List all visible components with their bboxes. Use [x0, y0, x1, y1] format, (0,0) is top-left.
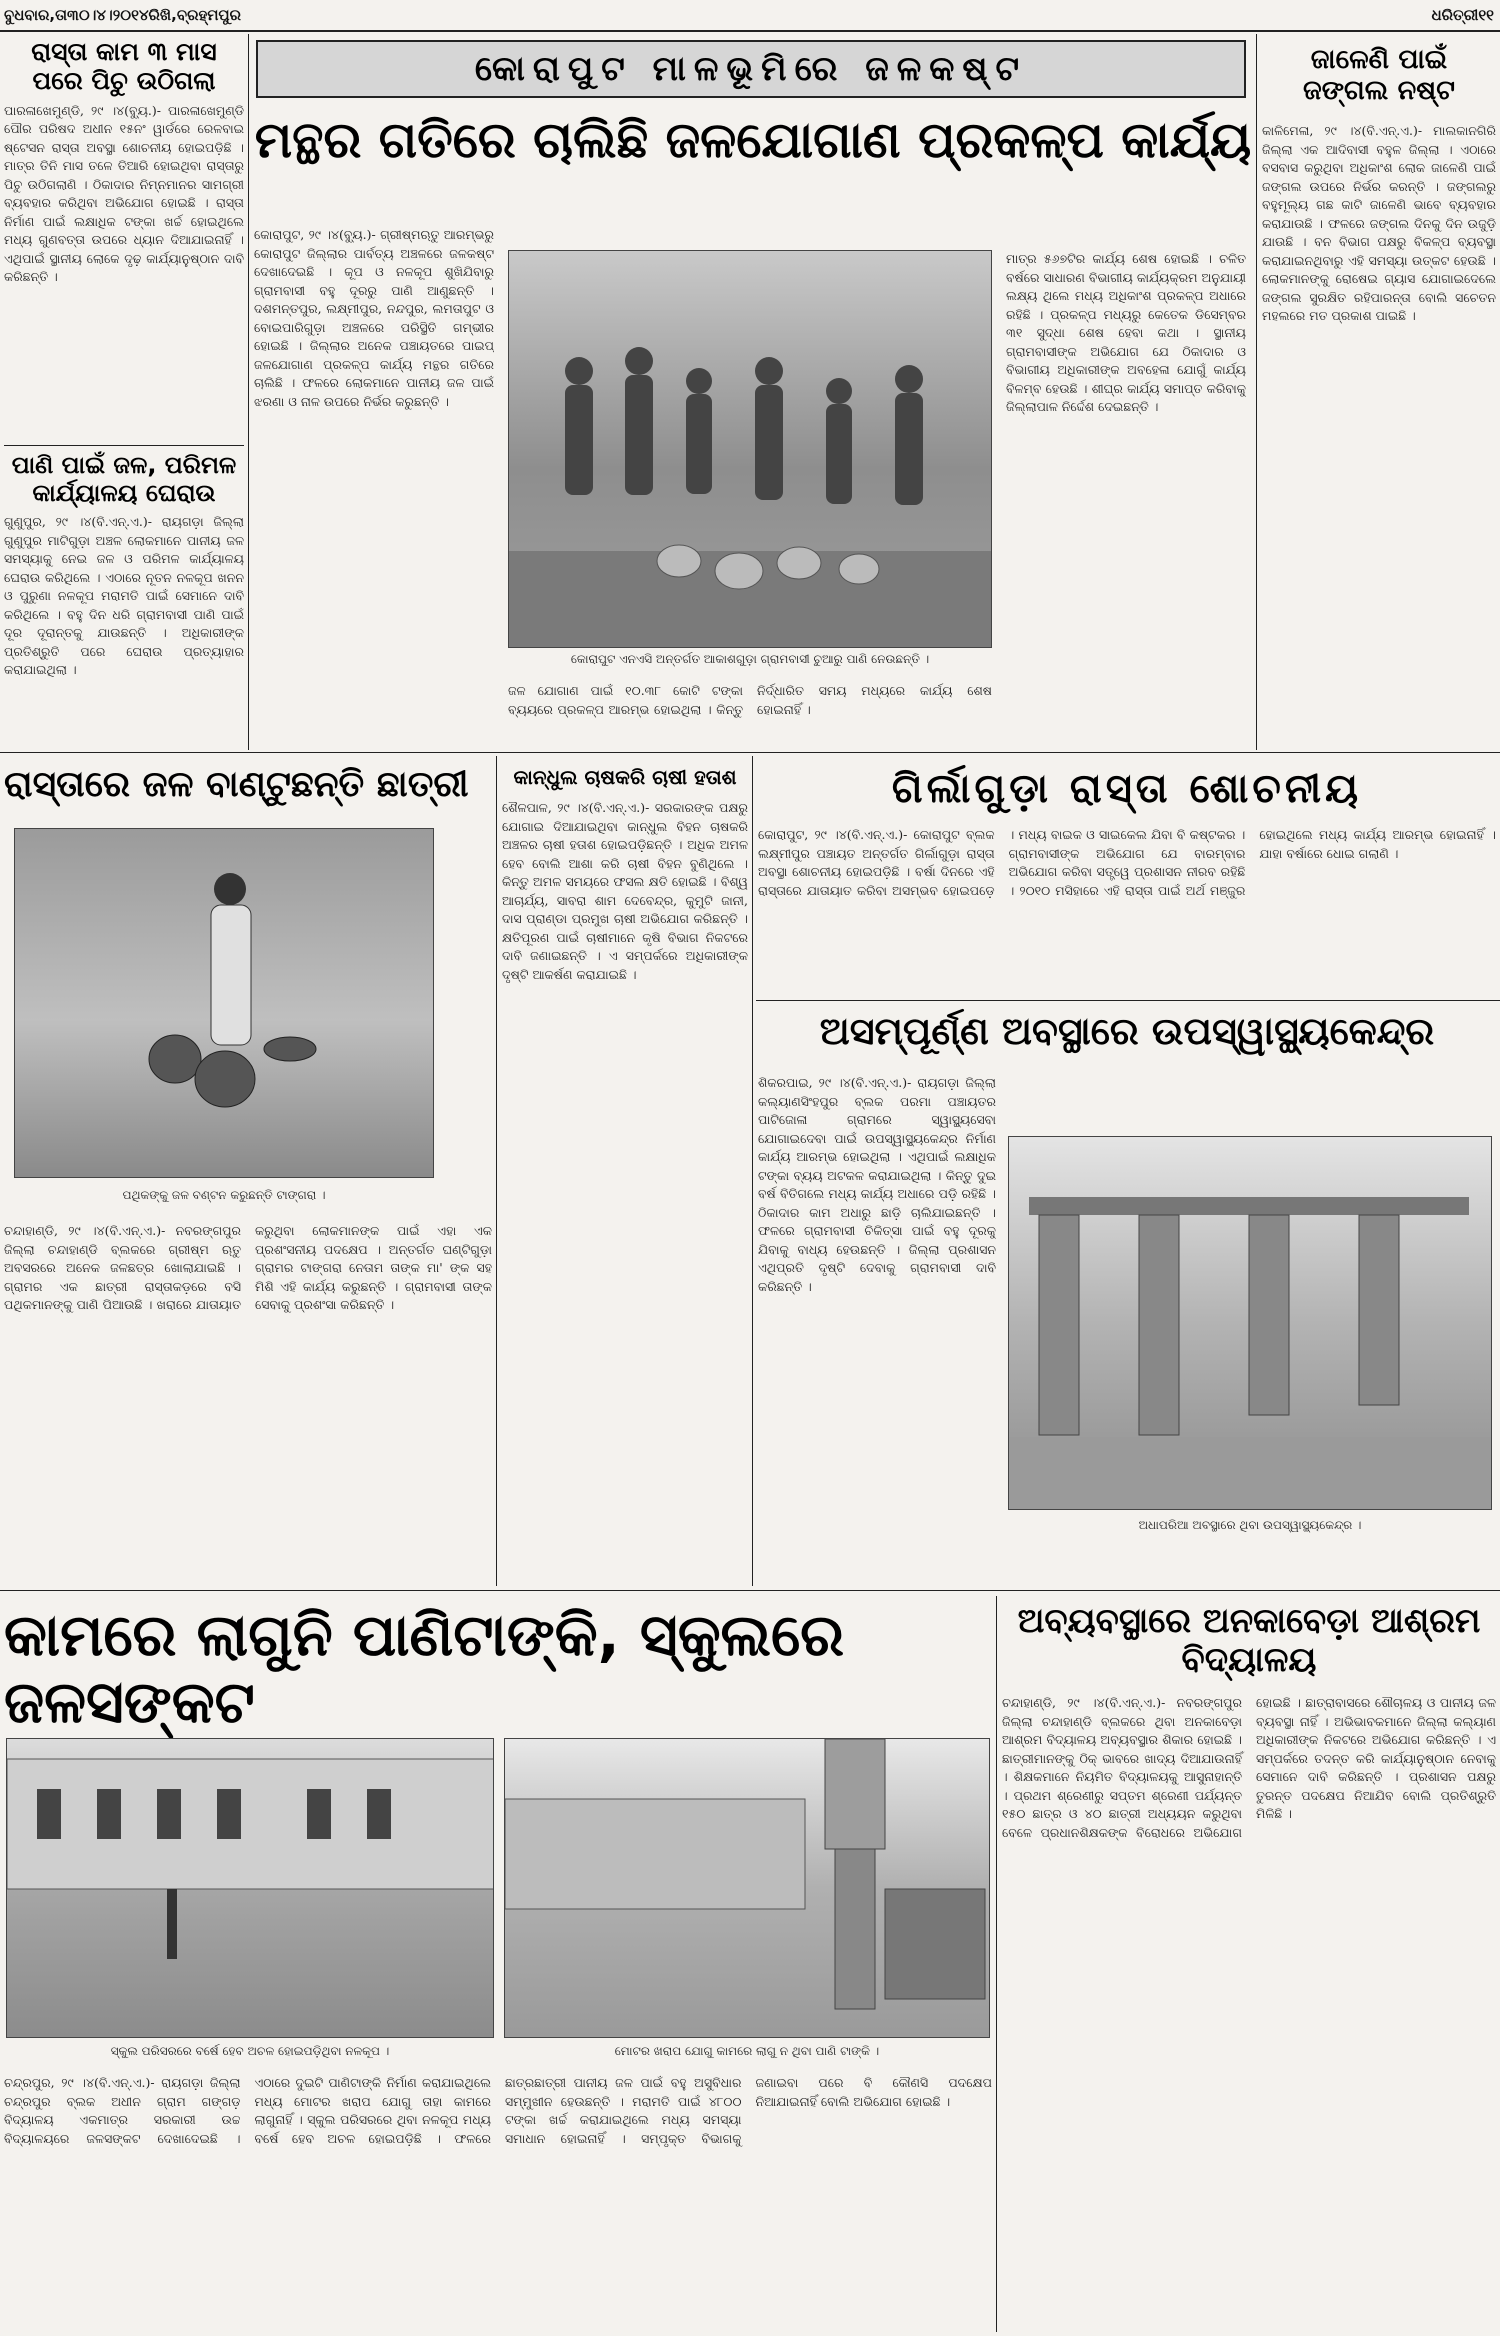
article-girlaguda-road [758, 760, 1496, 998]
headline: କାନ୍ଧୁଲ ଚାଷକରି ଚାଷୀ ହତାଶ [513, 765, 737, 789]
article-koraput-water [254, 36, 1252, 750]
tubewell-photo [6, 1738, 494, 2038]
article-water-office [4, 450, 244, 748]
photo-caption-left: ସ୍କୁଲ ପରିସରରେ ବର୍ଷେ ହେବ ଅଚଳ ହୋଇପଡ଼ିଥିବା ନଳକୂପ । [110, 2044, 390, 2058]
article-forest-fuel [1262, 36, 1496, 750]
divider [248, 34, 249, 750]
article-body: ଚନ୍ଦାହାଣ୍ଡି, ୨୯ ।୪(ବି.ଏନ୍.ଏ.)- ନବରଙ୍ଗପୁର ଜିଲ୍ଲା ଚନ୍ଦାହାଣ୍ଡି ବ୍ଲକରେ ଥିବା ଅନକାବେଡ଼ା ଆଶ୍ରମ ବିଦ୍ୟାଳୟ ଅବ୍ୟବସ୍ଥାର ଶିକାର ହୋଇଛି । ଛାତ୍ରୀମାନଙ୍କୁ ଠିକ୍ ଭାବରେ ଖାଦ୍ୟ ଦିଆଯାଉନାହିଁ । ଶିକ୍ଷକମାନେ ନିୟମିତ ବିଦ୍ୟାଳୟକୁ ଆସୁନାହାନ୍ତି । ପ୍ରଥମ ଶ୍ରେଣୀରୁ ସପ୍ତମ ଶ୍ରେଣୀ ପର୍ଯ୍ୟନ୍ତ ୧୫୦ ଛାତ୍ର ଓ ୪୦ ଛାତ୍ରୀ ଅଧ୍ୟୟନ କରୁଥିବା ବେଳେ ପ୍ରଧାନଶିକ୍ଷକଙ୍କ ବିରୋଧରେ ଅଭିଯୋଗ ହୋଇଛି । ଛାତ୍ରାବାସରେ ଶୌଚାଳୟ ଓ ପାନୀୟ ଜଳ ବ୍ୟବସ୍ଥା ନାହିଁ । ଅଭିଭାବକମାନେ ଜିଲ୍ଲା କଲ୍ୟାଣ ଅଧିକାରୀଙ୍କ ନିକଟରେ ଅଭିଯୋଗ କରିଛନ୍ତି । ଏ ସମ୍ପର୍କରେ ତଦନ୍ତ କରି କାର୍ଯ୍ୟାନୁଷ୍ଠାନ ନେବାକୁ ସେମାନେ ଦାବି କରିଛନ୍ତି । ପ୍ରଶାସନ ପକ୍ଷରୁ ତୁରନ୍ତ ପଦକ୍ଷେପ ନିଆଯିବ ବୋଲି ପ୍ରତିଶ୍ରୁତି ମିଳିଛି । [1002, 1695, 1496, 1840]
headline: ଗିର୍ଲାଗୁଡ଼ା ରାସ୍ତା ଶୋଚନୀୟ [891, 766, 1363, 812]
article-girl-water [4, 760, 492, 1586]
water-collection-photo [508, 250, 992, 648]
divider [752, 756, 753, 1586]
article-health-centre [758, 1004, 1496, 1586]
divider [496, 756, 497, 1586]
health-centre-photo [1008, 1136, 1492, 1510]
divider [0, 752, 1500, 753]
masthead [0, 0, 1500, 32]
article-body: ଶିକରପାଇ, ୨୯ ।୪(ବି.ଏନ୍.ଏ.)- ରାୟଗଡ଼ା ଜିଲ୍ଲା କଲ୍ୟାଣସିଂହପୁର ବ୍ଲକ ପରମା ପଞ୍ଚାୟତର ପାଟିଜୋଳା ଗ୍ରାମରେ ସ୍ୱାସ୍ଥ୍ୟସେବା ଯୋଗାଇଦେବା ପାଇଁ ଉପସ୍ୱାସ୍ଥ୍ୟକେନ୍ଦ୍ର ନିର୍ମାଣ କାର୍ଯ୍ୟ ଆରମ୍ଭ ହୋଇଥିଲା । ଏଥିପାଇଁ ଲକ୍ଷାଧିକ ଟଙ୍କା ବ୍ୟୟ ଅଟକଳ କରାଯାଇଥିଲା । କିନ୍ତୁ ଦୁଇ ବର୍ଷ ବିତିଗଲେ ମଧ୍ୟ କାର୍ଯ୍ୟ ଅଧାରେ ପଡ଼ି ରହିଛି । ଠିକାଦାର କାମ ଅଧାରୁ ଛାଡ଼ି ଚାଲିଯାଇଛନ୍ତି । ଫଳରେ ଗ୍ରାମବାସୀ ଚିକିତ୍ସା ପାଇଁ ବହୁ ଦୂରକୁ ଯିବାକୁ ବାଧ୍ୟ ହେଉଛନ୍ତି । ଜିଲ୍ଲା ପ୍ରଶାସନ ଏଥିପ୍ରତି ଦୃଷ୍ଟି ଦେବାକୁ ଗ୍ରାମବାସୀ ଦାବି କରିଛନ୍ତି । [758, 1075, 996, 1294]
building-icon [1009, 1137, 1492, 1510]
girl-photo [14, 828, 434, 1178]
school-building-icon [7, 1739, 494, 2038]
headline: ରାସ୍ତାରେ ଜଳ ବାଣ୍ଟୁଛନ୍ତି ଛାତ୍ରୀ [4, 764, 469, 805]
masthead-rule [0, 30, 1500, 32]
headline: ରାସ୍ତା କାମ ୩ ମାସ ପରେ ପିଚୁ ଉଠିଗଲା [31, 37, 217, 95]
divider [1256, 34, 1257, 750]
article-body: ଚନ୍ଦ୍ରପୁର, ୨୯ ।୪(ବି.ଏନ୍.ଏ.)- ରାୟଗଡ଼ା ଜିଲ୍ଲା ଚନ୍ଦ୍ରପୁର ବ୍ଲକ ଅଧୀନ ଗ୍ରାମ ଗଙ୍ଗଡ଼ ବିଦ୍ୟାଳୟ ଏକମାତ୍ର ସରକାରୀ ଉଚ୍ଚ ବିଦ୍ୟାଳୟରେ ଜଳସଙ୍କଟ ଦେଖାଦେଇଛି । ଏଠାରେ ଦୁଇଟି ପାଣିଟାଙ୍କି ନିର୍ମାଣ କରାଯାଇଥିଲେ ମଧ୍ୟ ମୋଟର ଖରାପ ଯୋଗୁ ତାହା କାମରେ ଲାଗୁନାହିଁ । ସ୍କୁଲ ପରିସରରେ ଥିବା ନଳକୂପ ମଧ୍ୟ ବର୍ଷେ ହେବ ଅଚଳ ହୋଇପଡ଼ିଛି । ଫଳରେ ଛାତ୍ରଛାତ୍ରୀ ପାନୀୟ ଜଳ ପାଇଁ ବହୁ ଅସୁବିଧାର ସମ୍ମୁଖୀନ ହେଉଛନ୍ତି । ମରାମତି ପାଇଁ ୪୮୦୦ ଟଙ୍କା ଖର୍ଚ୍ଚ କରାଯାଇଥିଲେ ମଧ୍ୟ ସମସ୍ୟା ସମାଧାନ ହୋଇନାହିଁ । ସମ୍ପୃକ୍ତ ବିଭାଗକୁ ଜଣାଇବା ପରେ ବି କୌଣସି ପଦକ୍ଷେପ ନିଆଯାଇନାହିଁ ବୋଲି ଅଭିଯୋଗ ହୋଇଛି । [4, 2075, 992, 2146]
article-body: ଗୁଣୁପୁର, ୨୯ ।୪(ବି.ଏନ୍.ଏ.)- ରାୟଗଡ଼ା ଜିଲ୍ଲା ଗୁଣୁପୁର ମାଟିଗୁଡ଼ା ଅଞ୍ଚଳ ଲୋକମାନେ ପାନୀୟ ଜଳ ସମସ୍ୟାକୁ ନେଇ ଜଳ ଓ ପରିମଳ କାର୍ଯ୍ୟାଳୟ ଘେରାଉ କରିଥିଲେ । ଏଠାରେ ନୂତନ ନଳକୂପ ଖନନ ଓ ପୁରୁଣା ନଳକୂପ ମରାମତି ପାଇଁ ସେମାନେ ଦାବି କରିଥିଲେ । ବହୁ ଦିନ ଧରି ଗ୍ରାମବାସୀ ପାଣି ପାଇଁ ଦୂର ଦୂରାନ୍ତକୁ ଯାଉଛନ୍ତି । ଅଧିକାରୀଙ୍କ ପ୍ରତିଶ୍ରୁତି ପରେ ଘେରାଉ ପ୍ରତ୍ୟାହାର କରାଯାଇଥିଲା । [4, 514, 244, 678]
banner: କୋରାପୁଟ ମାଳଭୂମିରେ ଜଳକଷ୍ଟ [256, 40, 1246, 98]
article-farmer [502, 760, 748, 1586]
masthead-date: ବୁଧବାର,ତା୩୦।୪।୨୦୧୪ରିଖି,ବ୍ରହ୍ମପୁର [4, 6, 241, 24]
article-ashram-school [1002, 1596, 1496, 2332]
water-tank-icon [505, 1739, 990, 2038]
article-body: ଚନ୍ଦାହାଣ୍ଡି, ୨୯ ।୪(ବି.ଏନ୍.ଏ.)- ନବରଙ୍ଗପୁର ଜିଲ୍ଲା ଚନ୍ଦାହାଣ୍ଡି ବ୍ଲକରେ ଗ୍ରୀଷ୍ମ ଋତୁ ଅବସରରେ ଅନେକ ଜଳଛତ୍ର ଖୋଲାଯାଇଛି । ଗ୍ରାମର ଏକ ଛାତ୍ରୀ ରାସ୍ତାକଡ଼ରେ ବସି ପଥିକମାନଙ୍କୁ ପାଣି ପିଆଉଛି । ଖରାରେ ଯାତାୟାତ କରୁଥିବା ଲୋକମାନଙ୍କ ପାଇଁ ଏହା ଏକ ପ୍ରଶଂସନୀୟ ପଦକ୍ଷେପ । ଅନ୍ତର୍ଗତ ଘଣ୍ଟିଗୁଡ଼ା ଗ୍ରାମର ଟାଙ୍ଗରା ନେତାମ ତାଙ୍କ ମା' ଙ୍କ ସହ ମିଶି ଏହି କାର୍ଯ୍ୟ କରୁଛନ୍ତି । ଗ୍ରାମବାସୀ ତାଙ୍କ ସେବାକୁ ପ୍ରଶଂସା କରିଛନ୍ତି । [4, 1223, 492, 1312]
divider [0, 1590, 1500, 1591]
article-body: କୋରାପୁଟ, ୨୯ ।୪(ବି.ଏନ୍.ଏ.)- କୋରାପୁଟ ବ୍ଲକ ଲକ୍ଷ୍ମୀପୁର ପଞ୍ଚାୟତ ଅନ୍ତର୍ଗତ ଗିର୍ଲାଗୁଡ଼ା ରାସ୍ତା ଅବସ୍ଥା ଶୋଚନୀୟ ହୋଇପଡ଼ିଛି । ବର୍ଷା ଦିନରେ ଏହି ରାସ୍ତାରେ ଯାତାୟାତ କରିବା ଅସମ୍ଭବ ହୋଇପଡ଼େ । ମଧ୍ୟ ବାଇକ ଓ ସାଇକେଲ ଯିବା ବି କଷ୍ଟକର । ଗ୍ରାମବାସୀଙ୍କ ଅଭିଯୋଗ ଯେ ବାରମ୍ବାର ଅଭିଯୋଗ କରିବା ସତ୍ତ୍ୱେ ପ୍ରଶାସନ ନୀରବ ରହିଛି । ୨୦୧୦ ମସିହାରେ ଏହି ରାସ୍ତା ପାଇଁ ଅର୍ଥ ମଞ୍ଜୁର ହୋଇଥିଲେ ମଧ୍ୟ କାର୍ଯ୍ୟ ଆରମ୍ଭ ହୋଇନାହିଁ । ଯାହା ବର୍ଷାରେ ଧୋଇ ଗଲାଣି । [758, 827, 1496, 898]
article-body-mid: ଜଳ ଯୋଗାଣ ପାଇଁ ୧୦.୩୮ କୋଟି ଟଙ୍କା ବ୍ୟୟରେ ପ୍ରକଳ୍ପ ଆରମ୍ଭ ହୋଇଥିଲା । କିନ୍ତୁ ନିର୍ଦ୍ଧାରିତ ସମୟ ମଧ୍ୟରେ କାର୍ଯ୍ୟ ଶେଷ ହୋଇନାହିଁ । [508, 683, 992, 717]
article-body-right: ମାତ୍ର ୫୬୭ଟିର କାର୍ଯ୍ୟ ଶେଷ ହୋଇଛି । ଚଳିତ ବର୍ଷରେ ସାଧାରଣ ବିଭାଗୀୟ କାର୍ଯ୍ୟକ୍ରମ ଅନୁଯାୟୀ ଲକ୍ଷ୍ୟ ଥିଲେ ମଧ୍ୟ ଅଧିକାଂଶ ପ୍ରକଳ୍ପ ଅଧାରେ ରହିଛି । ପ୍ରକଳ୍ପ ମଧ୍ୟରୁ କେତେକ ଡିସେମ୍ବର ୩୧ ସୁଦ୍ଧା ଶେଷ ହେବା କଥା । ସ୍ଥାନୀୟ ଗ୍ରାମବାସୀଙ୍କ ଅଭିଯୋଗ ଯେ ଠିକାଦାର ଓ ବିଭାଗୀୟ ଅଧିକାରୀଙ୍କ ଅବହେଳା ଯୋଗୁଁ କାର୍ଯ୍ୟ ବିଳମ୍ବ ହେଉଛି । ଶୀଘ୍ର କାର୍ଯ୍ୟ ସମାପ୍ତ କରିବାକୁ ଜିଲ୍ଲାପାଳ ନିର୍ଦ୍ଦେଶ ଦେଇଛନ୍ତି । [1006, 251, 1246, 414]
article-body: କାଳିମେଳା, ୨୯ ।୪(ବି.ଏନ୍.ଏ.)- ମାଲକାନଗିରି ଜିଲ୍ଲା ଏକ ଆଦିବାସୀ ବହୁଳ ଜିଲ୍ଲା । ଏଠାରେ ବସବାସ କରୁଥିବା ଅଧିକାଂଶ ଲୋକ ଜାଳେଣି ପାଇଁ ଜଙ୍ଗଲ ଉପରେ ନିର୍ଭର କରନ୍ତି । ଜଙ୍ଗଲରୁ ବହୁମୂଲ୍ୟ ଗଛ କାଟି ଜାଳେଣି ଭାବେ ବ୍ୟବହାର କରାଯାଉଛି । ଫଳରେ ଜଙ୍ଗଲ ଦିନକୁ ଦିନ ଉଜୁଡ଼ି ଯାଉଛି । ବନ ବିଭାଗ ପକ୍ଷରୁ ବିକଳ୍ପ ବ୍ୟବସ୍ଥା କରାଯାଇନଥିବାରୁ ଏହି ସମସ୍ୟା ଉତ୍କଟ ହେଉଛି । ଲୋକମାନଙ୍କୁ ରୋଷେଇ ଗ୍ୟାସ ଯୋଗାଇଦେଲେ ଜଙ୍ଗଲ ସୁରକ୍ଷିତ ରହିପାରନ୍ତା ବୋଲି ସଚେତନ ମହଲରେ ମତ ପ୍ରକାଶ ପାଇଛି । [1262, 123, 1496, 324]
headline: ମନ୍ଥର ଗତିରେ ଚାଲିଛି ଜଳଯୋଗାଣ ପ୍ରକଳ୍ପ କାର୍ଯ୍ୟ [254, 111, 1252, 169]
headline: କାମରେ ଲାଗୁନି ପାଣିଟାଙ୍କି, ସ୍କୁଲରେ ଜଳସଙ୍କଟ [4, 1601, 845, 1736]
photo-caption: ଅଧାପରିଆ ଅବସ୍ଥାରେ ଥିବା ଉପସ୍ୱାସ୍ଥ୍ୟକେନ୍ଦ୍ର । [1138, 1518, 1362, 1532]
article-school-water [4, 1596, 992, 2332]
masthead-page: ଧରିତ୍ରୀ୧୧ [1431, 6, 1494, 24]
people-icon [509, 251, 992, 648]
divider [996, 1596, 997, 2332]
article-body: ଶୈଳପାଳ, ୨୯ ।୪(ବି.ଏନ୍.ଏ.)- ସରକାରଙ୍କ ପକ୍ଷରୁ ଯୋଗାଇ ଦିଆଯାଇଥିବା କାନ୍ଧୁଲ ବିହନ ଚାଷକରି ଅଞ୍ଚଳର ଚାଷୀ ହତାଶ ହୋଇପଡ଼ିଛନ୍ତି । ଅଧିକ ଅମଳ ହେବ ବୋଲି ଆଶା କରି ଚାଷୀ ବିହନ ବୁଣିଥିଲେ । କିନ୍ତୁ ଅମଳ ସମୟରେ ଫସଲ କ୍ଷତି ହୋଇଛି । ବିଶ୍ୱ ଆଚାର୍ଯ୍ୟ, ସାବରା ଶାମ ଦେବେନ୍ଦ୍ର, କୁମୁଟି ଜାନୀ, ଦାସ ପ୍ରାଣ୍ଡା ପ୍ରମୁଖ ଚାଷୀ ଅଭିଯୋଗ କରିଛନ୍ତି । କ୍ଷତିପୂରଣ ପାଇଁ ଚାଷୀମାନେ କୃଷି ବିଭାଗ ନିକଟରେ ଦାବି ଜଣାଇଛନ୍ତି । ଏ ସମ୍ପର୍କରେ ଅଧିକାରୀଙ୍କ ଦୃଷ୍ଟି ଆକର୍ଷଣ କରାଯାଇଛି । [502, 800, 748, 982]
pot-icon [15, 829, 434, 1178]
water-tank-photo [504, 1738, 990, 2038]
divider [756, 1000, 1500, 1001]
divider [4, 445, 244, 446]
headline: ଅସମ୍ପୂର୍ଣ୍ଣ ଅବସ୍ଥାରେ ଉପସ୍ୱାସ୍ଥ୍ୟକେନ୍ଦ୍ର [819, 1009, 1435, 1053]
photo-caption: ପଥିକଙ୍କୁ ଜଳ ବଣ୍ଟନ କରୁଛନ୍ତି ଟାଙ୍ଗରା । [122, 1188, 326, 1202]
article-body: ପାରଳାଖେମୁଣ୍ଡି, ୨୯ ।୪(ବ୍ୟୁ.)- ପାରଳାଖେମୁଣ୍ଡି ପୌର ପରିଷଦ ଅଧୀନ ୧୫ନଂ ୱାର୍ଡରେ ରେଳବାଇ ଷ୍ଟେସନ ରାସ୍ତା ଅବସ୍ଥା ଶୋଚନୀୟ ହୋଇପଡ଼ିଛି । ମାତ୍ର ତିନି ମାସ ତଳେ ତିଆରି ହୋଇଥିବା ରାସ୍ତାରୁ ପିଚୁ ଉଠିଗଲାଣି । ଠିକାଦାର ନିମ୍ନମାନର ସାମଗ୍ରୀ ବ୍ୟବହାର କରିଥିବା ଅଭିଯୋଗ ହୋଇଛି । ରାସ୍ତା ନିର୍ମାଣ ପାଇଁ ଲକ୍ଷାଧିକ ଟଙ୍କା ଖର୍ଚ୍ଚ ହୋଇଥିଲେ ମଧ୍ୟ ଗୁଣବତ୍ତା ଉପରେ ଧ୍ୟାନ ଦିଆଯାଇନାହିଁ । ଏଥିପାଇଁ ସ୍ଥାନୀୟ ଲୋକେ ଦୃଢ଼ କାର୍ଯ୍ୟାନୁଷ୍ଠାନ ଦାବି କରିଛନ୍ତି । [4, 102, 244, 284]
headline: ଅବ୍ୟବସ୍ଥାରେ ଅନକାବେଡ଼ା ଆଶ୍ରମ ବିଦ୍ୟାଳୟ [1017, 1601, 1481, 1681]
headline: ପାଣି ପାଇଁ ଜଳ, ପରିମଳ କାର୍ଯ୍ୟାଳୟ ଘେରାଉ [11, 451, 237, 507]
photo-caption: କୋରାପୁଟ ଏନଏସି ଅନ୍ତର୍ଗତ ଆକାଶଗୁଡ଼ା ଗ୍ରାମବାସୀ ଚୁଆରୁ ପାଣି ନେଉଛନ୍ତି । [570, 652, 930, 666]
headline: ଜାଳେଣି ପାଇଁ ଜଙ୍ଗଲ ନଷ୍ଟ [1303, 44, 1455, 107]
article-road-pitch [4, 36, 244, 416]
photo-caption-right: ମୋଟର ଖରାପ ଯୋଗୁ କାମରେ ଲାଗୁ ନ ଥିବା ପାଣି ଟାଙ୍କି । [614, 2044, 880, 2058]
article-body-left: କୋରାପୁଟ, ୨୯ ।୪(ବ୍ୟୁ.)- ଗ୍ରୀଷ୍ମଋତୁ ଆରମ୍ଭରୁ କୋରାପୁଟ ଜିଲ୍ଲାର ପାର୍ବତ୍ୟ ଅଞ୍ଚଳରେ ଜଳକଷ୍ଟ ଦେଖାଦେଇଛି । କୂପ ଓ ନଳକୂପ ଶୁଖିଯିବାରୁ ଗ୍ରାମବାସୀ ବହୁ ଦୂରରୁ ପାଣି ଆଣୁଛନ୍ତି । ଦଶମନ୍ତପୁର, ଲକ୍ଷ୍ମୀପୁର, ନନ୍ଦପୁର, ଲମତାପୁଟ ଓ ବୋଇପାରିଗୁଡ଼ା ଅଞ୍ଚଳରେ ପରିସ୍ଥିତି ଗମ୍ଭୀର ହୋଇଛି । ଜିଲ୍ଲାର ଅନେକ ପଞ୍ଚାୟତରେ ପାଇପ୍ ଜଳଯୋଗାଣ ପ୍ରକଳ୍ପ କାର୍ଯ୍ୟ ମନ୍ଥର ଗତିରେ ଚାଲିଛି । ଫଳରେ ଲୋକମାନେ ପାନୀୟ ଜଳ ପାଇଁ ଝରଣା ଓ ନାଳ ଉପରେ ନିର୍ଭର କରୁଛନ୍ତି । [254, 227, 494, 409]
